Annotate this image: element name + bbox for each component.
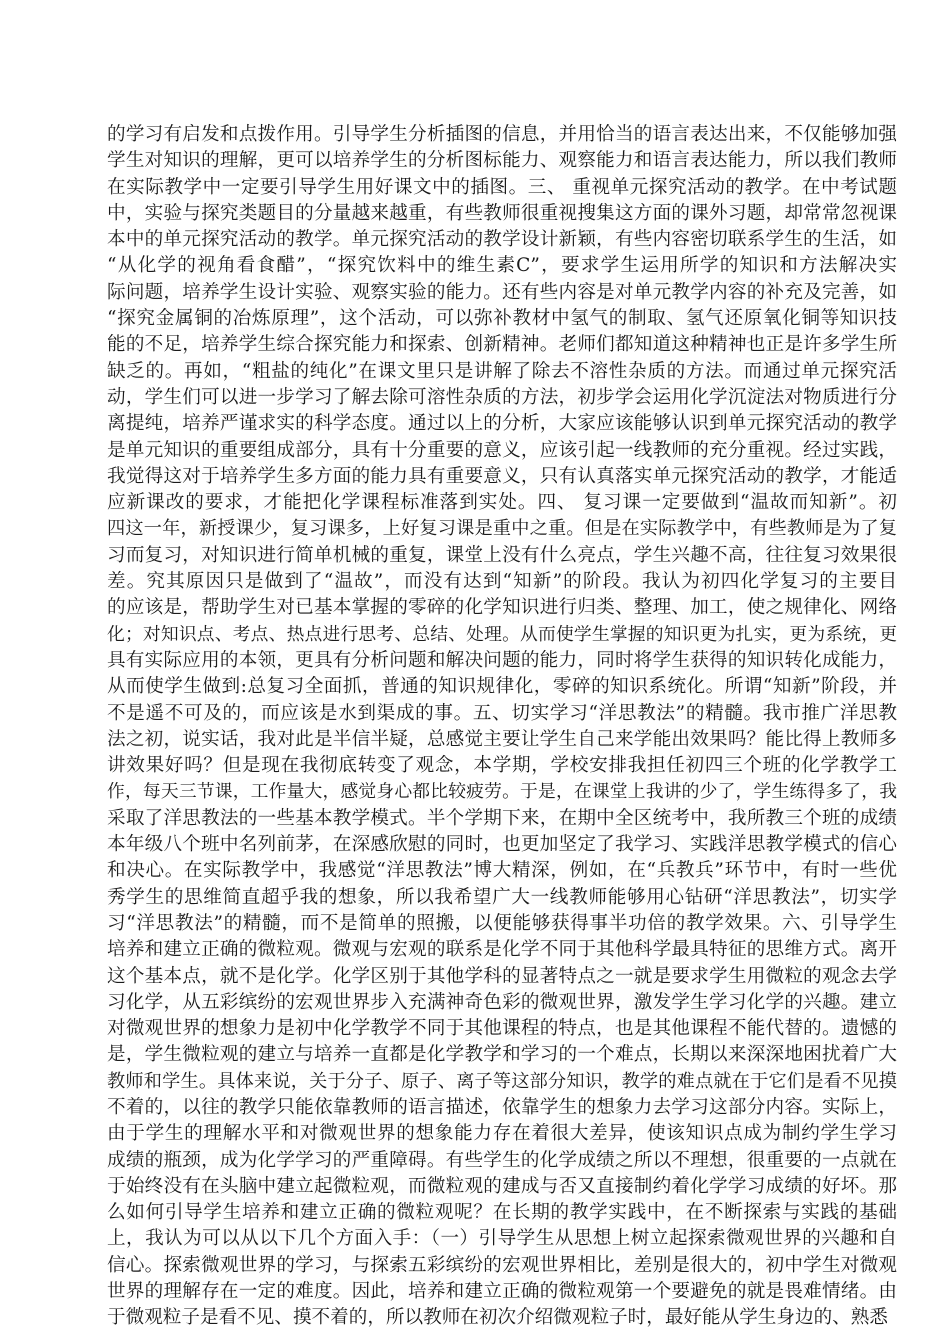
- text-line: 么如何引导学生培养和建立正确的微粒观呢？在长期的教学实践中，在不断探索与实践的基础: [107, 1202, 897, 1224]
- text-line: 是单元知识的重要组成部分，具有十分重要的意义，应该引起一线教师的充分重视。经过实践，: [107, 439, 897, 461]
- text-line: 法之初，说实话，我对此是半信半疑，总感觉主要让学生自己来学能出效果吗？能比得上教师多: [107, 728, 897, 750]
- text-line: 教师和学生。具体来说，关于分子、原子、离子等这部分知识，教学的难点就在于它们是看不见摸: [107, 1070, 897, 1092]
- text-line: 能的不足，培养学生综合探究能力和探索、创新精神。老师们都知道这种精神也正是许多学生所: [107, 334, 897, 356]
- text-line: 缺乏的。再如，“粗盐的纯化”在课文里只是讲解了除去不溶性杂质的方法。而通过单元探究活: [107, 360, 897, 382]
- text-line: 动，学生们可以进一步学习了解去除可溶性杂质的方法，初步学会运用化学沉淀法对物质进行分: [107, 386, 897, 408]
- text-line: 从而使学生做到:总复习全面抓，普通的知识规律化，零碎的知识系统化。所谓“知新”阶段，并: [107, 676, 897, 698]
- text-line: 的应该是，帮助学生对已基本掌握的零碎的化学知识进行归类、整理、加工，使之规律化、网络: [107, 597, 897, 619]
- text-line: 不着的，以往的教学只能依靠教师的语言描述，依靠学生的想象力去学习这部分内容。实际上，: [107, 1096, 897, 1118]
- text-line: 不是遥不可及的，而应该是水到渠成的事。五、切实学习“洋思教法”的精髓。我市推广洋思教: [107, 702, 897, 724]
- text-line: 于始终没有在头脑中建立起微粒观，而微粒观的建成与否又直接制约着化学学习成绩的好坏。那: [107, 1175, 897, 1197]
- text-line: “从化学的视角看食醋”，“探究饮料中的维生素C”，要求学生运用所学的知识和方法解决实: [107, 255, 897, 277]
- text-line: 信心。探索微观世界的学习，与探索五彩缤纷的宏观世界相比，差别是很大的，初中学生对微观: [107, 1254, 897, 1276]
- text-line: 我觉得这对于培养学生多方面的能力具有重要意义，只有认真落实单元探究活动的教学，才能适: [107, 465, 897, 487]
- text-line: 作，每天三节课，工作量大，感觉身心都比较疲劳。于是，在课堂上我讲的少了，学生练得多了，我: [107, 781, 897, 803]
- text-line: 于微观粒子是看不见、摸不着的，所以教师在初次介绍微观粒子时，最好能从学生身边的、熟悉: [107, 1307, 888, 1329]
- text-line: 采取了洋思教法的一些基本教学模式。半个学期下来，在期中全区统考中，我所教三个班的成绩: [107, 807, 897, 829]
- text-line: 对微观世界的想象力是初中化学教学不同于其他课程的特点，也是其他课程不能代替的。遗憾的: [107, 1018, 897, 1040]
- body-text: [107, 122, 897, 1332]
- text-line: 差。究其原因只是做到了“温故”，而没有达到“知新”的阶段。我认为初四化学复习的主要目: [107, 571, 897, 593]
- text-line: 离提纯，培养严谨求实的科学态度。通过以上的分析，大家应该能够认识到单元探究活动的教学: [107, 413, 897, 435]
- text-line: 培养和建立正确的微粒观。微观与宏观的联系是化学不同于其他科学最具特征的思维方式。离开: [107, 939, 897, 961]
- text-line: 成绩的瓶颈，成为化学学习的严重障碍。有些学生的化学成绩之所以不理想，很重要的一点就在: [107, 1149, 897, 1171]
- text-line: 习而复习，对知识进行简单机械的重复，课堂上没有什么亮点，学生兴趣不高，往往复习效果很: [107, 544, 897, 566]
- text-line: 由于学生的理解水平和对微观世界的想象能力存在着很大差异，使该知识点成为制约学生学习: [107, 1123, 897, 1145]
- text-line: 中，实验与探究类题目的分量越来越重，有些教师很重视搜集这方面的课外习题，却常常忽视课: [107, 202, 897, 224]
- text-line: 在实际教学中一定要引导学生用好课文中的插图。三、 重视单元探究活动的教学。在中考试题: [107, 176, 897, 198]
- text-line: 习“洋思教法”的精髓，而不是简单的照搬，以便能够获得事半功倍的教学效果。六、引导学生: [107, 912, 897, 934]
- text-line: 具有实际应用的本领，更具有分析问题和解决问题的能力，同时将学生获得的知识转化成能力，: [107, 649, 897, 671]
- text-line: 本年级八个班中名列前茅，在深感欣慰的同时，也更加坚定了我学习、实践洋思教学模式的信心: [107, 834, 897, 856]
- text-line: 本中的单元探究活动的教学。单元探究活动的教学设计新颖，有些内容密切联系学生的生活，如: [107, 229, 897, 251]
- text-line: 化；对知识点、考点、热点进行思考、总结、处理。从而使学生掌握的知识更为扎实，更为系统，更: [107, 623, 897, 645]
- text-line: 讲效果好吗？但是现在我彻底转变了观念，本学期，学校安排我担任初四三个班的化学教学工: [107, 755, 897, 777]
- text-line: 际问题，培养学生设计实验、观察实验的能力。还有些内容是对单元教学内容的补充及完善，如: [107, 281, 897, 303]
- text-line: 习化学，从五彩缤纷的宏观世界步入充满神奇色彩的微观世界，激发学生学习化学的兴趣。建立: [107, 991, 897, 1013]
- text-line: 上，我认为可以从以下几个方面入手：（一）引导学生从思想上树立起探索微观世界的兴趣和自: [107, 1228, 897, 1250]
- text-line: 四这一年，新授课少，复习课多，上好复习课是重中之重。但是在实际教学中，有些教师是为了复: [107, 518, 897, 540]
- text-line: 秀学生的思维简直超乎我的想象，所以我希望广大一线教师能够用心钻研“洋思教法”，切实学: [107, 886, 897, 908]
- text-line: 和决心。在实际教学中，我感觉“洋思教法”博大精深，例如，在“兵教兵”环节中，有时一些优: [107, 860, 897, 882]
- text-line: 的学习有启发和点拨作用。引导学生分析插图的信息，并用恰当的语言表达出来，不仅能够加强: [107, 124, 897, 145]
- text-line: 学生对知识的理解，更可以培养学生的分析图标能力、观察能力和语言表达能力，所以我们教师: [107, 150, 897, 172]
- text-line: 这个基本点，就不是化学。化学区别于其他学科的显著特点之一就是要求学生用微粒的观念去学: [107, 965, 897, 987]
- text-line: 世界的理解存在一定的难度。因此，培养和建立正确的微粒观第一个要避免的就是畏难情绪。由: [107, 1281, 897, 1303]
- text-line: 是，学生微粒观的建立与培养一直都是化学教学和学习的一个难点，长期以来深深地困扰着广大: [107, 1044, 897, 1066]
- text-line: 应新课改的要求，才能把化学课程标准落到实处。四、 复习课一定要做到“温故而知新”。初: [107, 492, 897, 514]
- text-line: “探究金属铜的冶炼原理”，这个活动，可以弥补教材中氢气的制取、氢气还原氧化铜等知识技: [107, 308, 897, 330]
